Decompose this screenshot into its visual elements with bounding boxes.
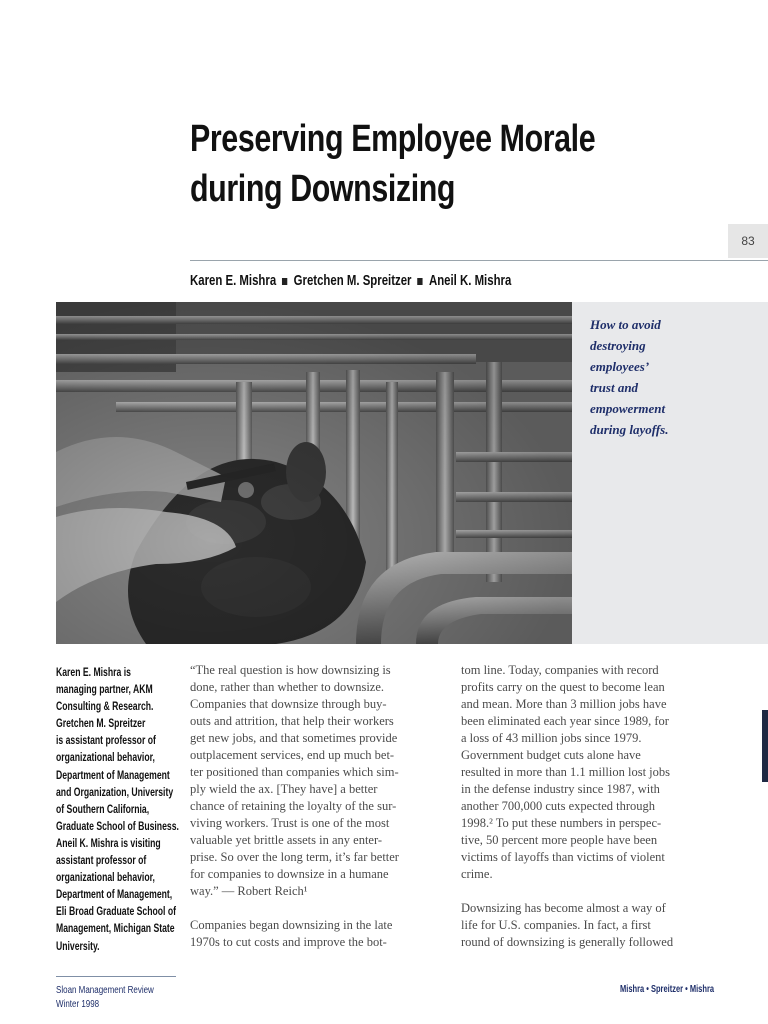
author-1: Karen E. Mishra xyxy=(190,272,277,289)
bio-line: Department of Management xyxy=(56,767,170,782)
bio-line: organizational behavior, xyxy=(56,750,155,765)
pull-quote-line: during layoffs. xyxy=(590,422,669,437)
body-line: valuable yet brittle assets in any enter- xyxy=(190,833,383,847)
body-line: victims of layoffs than victims of violent xyxy=(461,850,665,864)
body-line: a loss of 43 million jobs since 1979. xyxy=(461,731,642,745)
author-bio xyxy=(56,664,178,955)
bio-line: Gretchen M. Spreitzer xyxy=(56,716,146,731)
body-line: ter positioned than companies which sim- xyxy=(190,765,399,779)
bio-line: assistant professor of xyxy=(56,853,147,868)
header-rule xyxy=(190,260,768,261)
journal-issue: Winter 1998 xyxy=(56,999,100,1010)
body-line: been eliminated each year since 1989, for xyxy=(461,714,669,728)
title-line-1: Preserving Employee Morale xyxy=(190,118,596,160)
body-column-1 xyxy=(190,662,440,951)
bio-line: is assistant professor of xyxy=(56,733,156,748)
body-line: another 700,000 cuts expected through xyxy=(461,799,656,813)
body-line: outs and attrition, that help their workers xyxy=(190,714,394,728)
pull-quote-line: destroying xyxy=(590,338,646,353)
bio-line: Karen E. Mishra is xyxy=(56,665,131,679)
pull-quote-line: empowerment xyxy=(590,401,666,416)
title-line-2: during Downsizing xyxy=(190,168,456,210)
pull-quote-line: employees’ xyxy=(590,359,650,374)
body-line: life for U.S. companies. In fact, a first xyxy=(461,918,651,932)
bio-line: University. xyxy=(56,938,100,953)
body-line: Government budget cuts alone have xyxy=(461,748,641,762)
running-head: Mishra • Spreitzer • Mishra xyxy=(620,984,715,995)
body-line: done, rather than whether to downsize. xyxy=(190,680,385,694)
bio-line: managing partner, AKM xyxy=(56,682,153,697)
body-line: outplacement services, end up much bet- xyxy=(190,748,395,762)
body-line: 1998.² To put these numbers in perspec- xyxy=(461,816,662,830)
body-line: round of downsizing is generally followed xyxy=(461,935,674,949)
page-number: 83 xyxy=(728,224,768,258)
body-line: tive, 50 percent more people have been xyxy=(461,833,658,847)
body-line: Companies began downsizing in the late xyxy=(190,918,393,932)
body-line: prise. So over the long term, it’s far better xyxy=(190,850,399,864)
pull-quote-line: trust and xyxy=(590,380,639,395)
bio-line: and Organization, University xyxy=(56,784,174,799)
bio-line: of Southern California, xyxy=(56,801,150,816)
body-line: crime. xyxy=(461,867,493,881)
journal-citation xyxy=(56,984,154,1012)
industrial-pipes-plant-photo-icon xyxy=(56,302,572,644)
body-line: ply wield the ax. [They have] a better xyxy=(190,782,378,796)
body-line: tom line. Today, companies with record xyxy=(461,663,659,677)
body-line: profits carry on the quest to become lean xyxy=(461,680,665,694)
bio-line: Management, Michigan State xyxy=(56,921,175,936)
bio-line: Consulting & Research. xyxy=(56,699,154,714)
bullet-separator-icon xyxy=(282,278,287,285)
body-line: way.” — Robert Reich¹ xyxy=(190,884,308,898)
pull-quote-line: How to avoid xyxy=(590,317,661,332)
body-line: “The real question is how downsizing is xyxy=(190,663,391,677)
body-line: in the defense industry since 1987, with xyxy=(461,782,660,796)
bio-line: Department of Management, xyxy=(56,887,173,902)
article-title xyxy=(190,114,606,214)
bullet-separator-icon xyxy=(418,278,423,285)
author-2: Gretchen M. Spreitzer xyxy=(293,272,412,289)
body-line: 1970s to cut costs and improve the bot- xyxy=(190,935,387,949)
author-line xyxy=(190,272,511,289)
footer-rule xyxy=(56,976,176,977)
body-line: get new jobs, and that sometimes provide xyxy=(190,731,398,745)
journal-name: Sloan Management Review xyxy=(56,985,154,996)
bio-line: Graduate School of Business. xyxy=(56,818,179,833)
body-line: resulted in more than 1.1 million lost jobs xyxy=(461,765,671,779)
body-line: for companies to downsize in a humane xyxy=(190,867,389,881)
body-line: Companies that downsize through buy- xyxy=(190,697,387,711)
body-column-2 xyxy=(461,662,711,951)
article-photo xyxy=(56,302,572,644)
body-line: chance of retaining the loyalty of the sur- xyxy=(190,799,397,813)
body-line: viving workers. Trust is one of the most xyxy=(190,816,390,830)
pull-quote xyxy=(590,314,730,440)
body-line: and mean. More than 3 million jobs have xyxy=(461,697,667,711)
body-line: Downsizing has become almost a way of xyxy=(461,901,666,915)
edge-marker xyxy=(762,710,768,782)
author-3: Aneil K. Mishra xyxy=(428,272,512,289)
bio-line: organizational behavior, xyxy=(56,870,155,885)
bio-line: Eli Broad Graduate School of xyxy=(56,904,177,919)
bio-line: Aneil K. Mishra is visiting xyxy=(56,835,161,850)
